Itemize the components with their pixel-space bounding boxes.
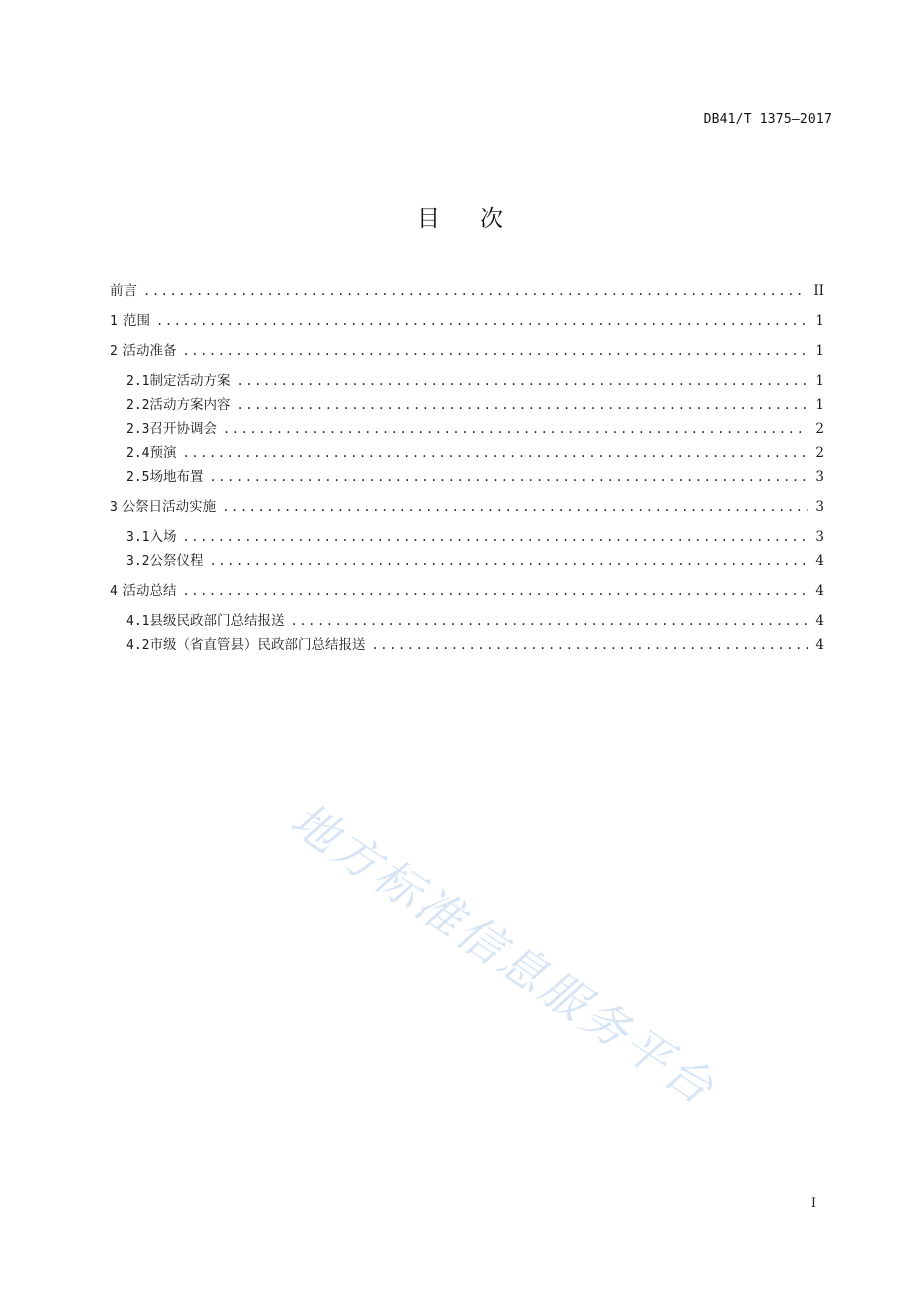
document-code: DB41/T 1375—2017 [703, 112, 832, 127]
toc-entry-page: 1 [815, 373, 824, 389]
toc-entry[interactable] [110, 495, 824, 519]
toc-entry-text: 前言 [110, 283, 137, 299]
toc-leader-dots [156, 309, 808, 333]
toc-leader-dots [371, 633, 808, 657]
toc-title [0, 200, 920, 233]
toc-entry[interactable] [110, 609, 824, 633]
toc-leader-dots [236, 393, 808, 417]
toc-entry-number: 2.3 [126, 422, 150, 437]
toc-entry[interactable] [110, 309, 824, 333]
toc-entry-text: 入场 [149, 529, 177, 545]
toc-entry-number: 2.4 [126, 446, 150, 461]
toc-entry-page: 4 [815, 553, 824, 569]
watermark: 地方标准信息服务平台 [281, 792, 726, 1117]
toc-entry-page: 1 [815, 313, 824, 329]
toc-entry-page: II [813, 283, 824, 299]
toc-leader-dots [209, 465, 808, 489]
toc-entry-text: 县级民政部门总结报送 [149, 613, 285, 629]
toc-entry[interactable] [110, 369, 824, 393]
toc-title-char-1: 目 [417, 206, 440, 232]
toc-entry[interactable] [110, 339, 824, 363]
toc-entry-number: 2.5 [126, 470, 150, 485]
toc-entry[interactable] [110, 525, 824, 549]
toc-title-char-2: 次 [480, 206, 503, 232]
toc-entry[interactable] [110, 393, 824, 417]
toc-entry-page: 2 [815, 421, 824, 437]
toc-entry-number: 3.2 [126, 554, 150, 569]
toc-entry-text: 公祭日活动实施 [121, 499, 217, 515]
toc-leader-dots [143, 279, 807, 303]
toc-leader-dots [182, 525, 808, 549]
toc-entry-page: 3 [815, 469, 824, 485]
toc-entry-page: 4 [815, 637, 824, 653]
toc-entry[interactable] [110, 549, 824, 573]
toc-entry-page: 3 [815, 529, 824, 545]
toc-entry-number: 2.1 [126, 374, 150, 389]
toc-leader-dots [223, 417, 808, 441]
toc-entry-text: 预演 [149, 445, 177, 461]
toc-entry-number: 4.2 [126, 638, 150, 653]
toc-leader-dots [236, 369, 808, 393]
table-of-contents [110, 279, 824, 657]
toc-entry-text: 市级（省直管县）民政部门总结报送 [149, 637, 366, 653]
toc-leader-dots [290, 609, 808, 633]
toc-entry[interactable] [110, 633, 824, 657]
toc-leader-dots [222, 495, 808, 519]
toc-entry-page: 1 [815, 397, 824, 413]
toc-entry-text: 活动准备 [122, 343, 177, 359]
toc-entry-number: 4 [110, 584, 118, 599]
toc-entry-page: 1 [815, 343, 824, 359]
toc-entry[interactable] [110, 579, 824, 603]
toc-entry-text: 制定活动方案 [149, 373, 231, 389]
toc-entry[interactable] [110, 465, 824, 489]
page-number: I [810, 1196, 816, 1211]
toc-leader-dots [182, 441, 808, 465]
toc-entry-text: 召开协调会 [149, 421, 217, 437]
toc-entry-page: 4 [815, 583, 824, 599]
toc-entry-number: 2 [110, 344, 118, 359]
toc-entry-page: 4 [815, 613, 824, 629]
toc-entry-number: 2.2 [126, 398, 150, 413]
toc-leader-dots [209, 549, 808, 573]
toc-entry-text: 范围 [123, 313, 150, 329]
toc-entry-number: 3 [110, 500, 118, 515]
toc-leader-dots [182, 339, 808, 363]
toc-entry-page: 2 [815, 445, 824, 461]
toc-entry[interactable] [110, 441, 824, 465]
toc-entry-number: 4.1 [126, 614, 150, 629]
toc-entry-number: 3.1 [126, 530, 150, 545]
toc-entry-text: 公祭仪程 [149, 553, 204, 569]
toc-entry-text: 活动方案内容 [149, 397, 231, 413]
toc-leader-dots [182, 579, 808, 603]
toc-entry[interactable] [110, 279, 824, 303]
toc-entry-text: 活动总结 [122, 583, 177, 599]
toc-entry-number: 1 [110, 314, 118, 329]
toc-entry[interactable] [110, 417, 824, 441]
toc-entry-text: 场地布置 [149, 469, 204, 485]
toc-entry-page: 3 [815, 499, 824, 515]
